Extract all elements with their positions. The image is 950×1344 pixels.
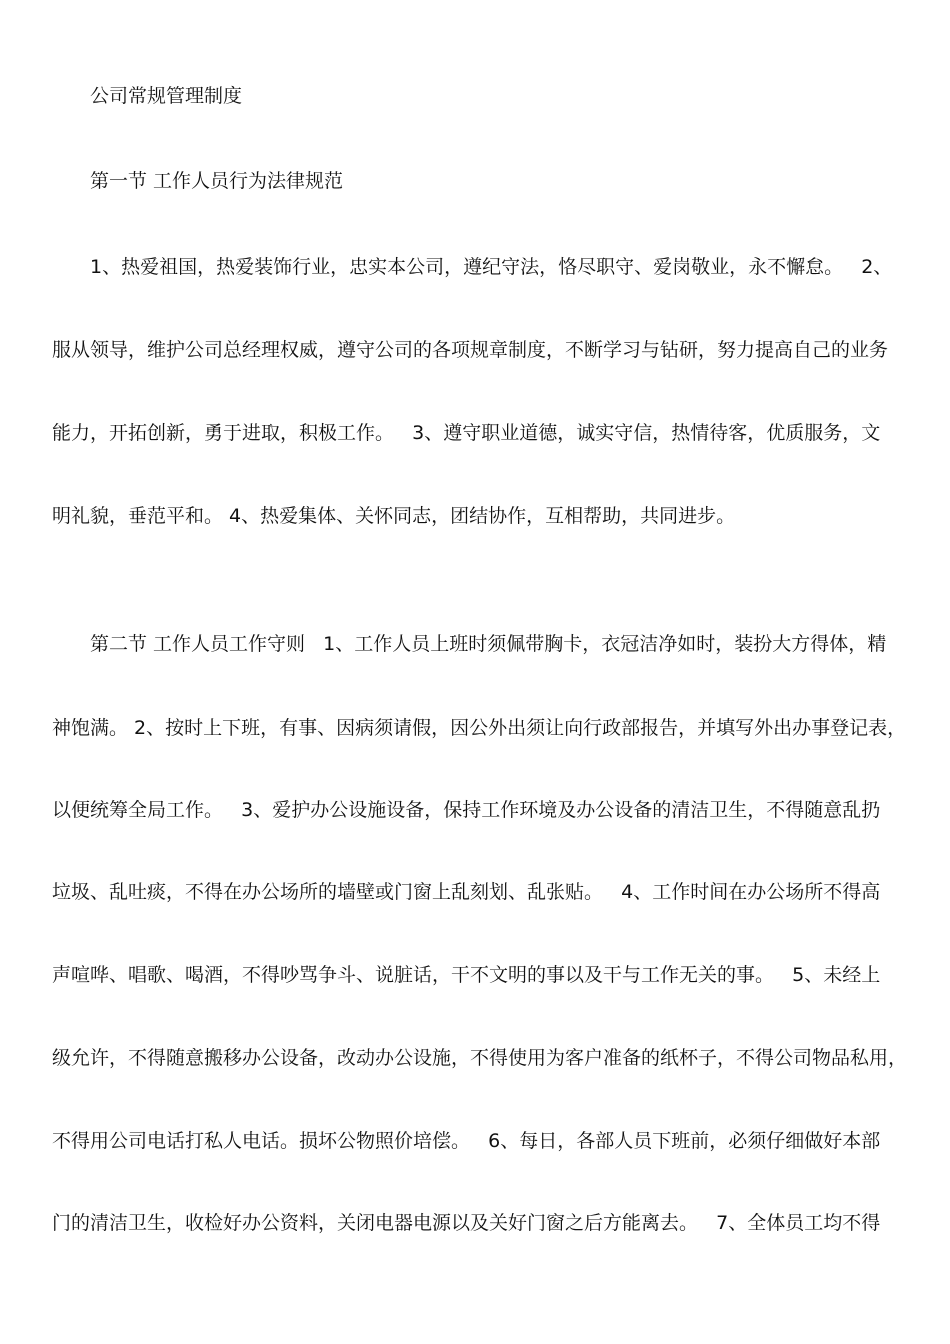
section-1-line: 服从领导，维护公司总经理权威，遵守公司的各项规章制度，不断学习与钻研，努力提高自己的业务 <box>52 339 889 361</box>
section-2-line: 以便统筹全局工作。 3、爱护办公设施设备，保持工作环境及办公设备的清洁卫生，不得随意乱扔 <box>52 799 881 821</box>
section-1-line: 1、热爱祖国，热爱装饰行业，忠实本公司，遵纪守法，恪尽职守、爱岗敬业，永不懈怠。 2、 <box>90 256 893 278</box>
section-2-line: 门的清洁卫生，收检好办公资料，关闭电器电源以及关好门窗之后方能离去。 7、全体员工均不得 <box>52 1212 881 1234</box>
section-2-line: 不得用公司电话打私人电话。损坏公物照价培偿。 6、每日，各部人员下班前，必须仔细做好本部 <box>52 1130 881 1152</box>
section-2-line: 垃圾、乱吐痰，不得在办公场所的墙壁或门窗上乱刻划、乱张贴。 4、工作时间在办公场所不得高 <box>52 881 881 903</box>
section-2-line: 神饱满。 2、按时上下班，有事、因病须请假，因公外出须让向行政部报告，并填写外出办事登记表， <box>52 717 907 739</box>
section-2-line: 声喧哗、唱歌、喝酒，不得吵骂争斗、说脏话，干不文明的事以及干与工作无关的事。 5、未经上 <box>52 964 881 986</box>
section-1-line: 能力，开拓创新，勇于进取，积极工作。 3、遵守职业道德，诚实守信，热情待客，优质服务，文 <box>52 422 881 444</box>
section-2-line: 第二节 工作人员工作守则 1、工作人员上班时须佩带胸卡，衣冠洁净如时，装扮大方得体，精 <box>90 633 887 655</box>
document-title: 公司常规管理制度 <box>90 85 243 107</box>
section-2-line: 级允许，不得随意搬移办公设备，改动办公设施，不得使用为客户准备的纸杯子，不得公司物品私用， <box>52 1047 908 1069</box>
section-1-heading: 第一节 工作人员行为法律规范 <box>90 170 344 192</box>
section-1-line: 明礼貌，垂范平和。 4、热爱集体、关怀同志，团结协作，互相帮助，共同进步。 <box>52 505 736 527</box>
